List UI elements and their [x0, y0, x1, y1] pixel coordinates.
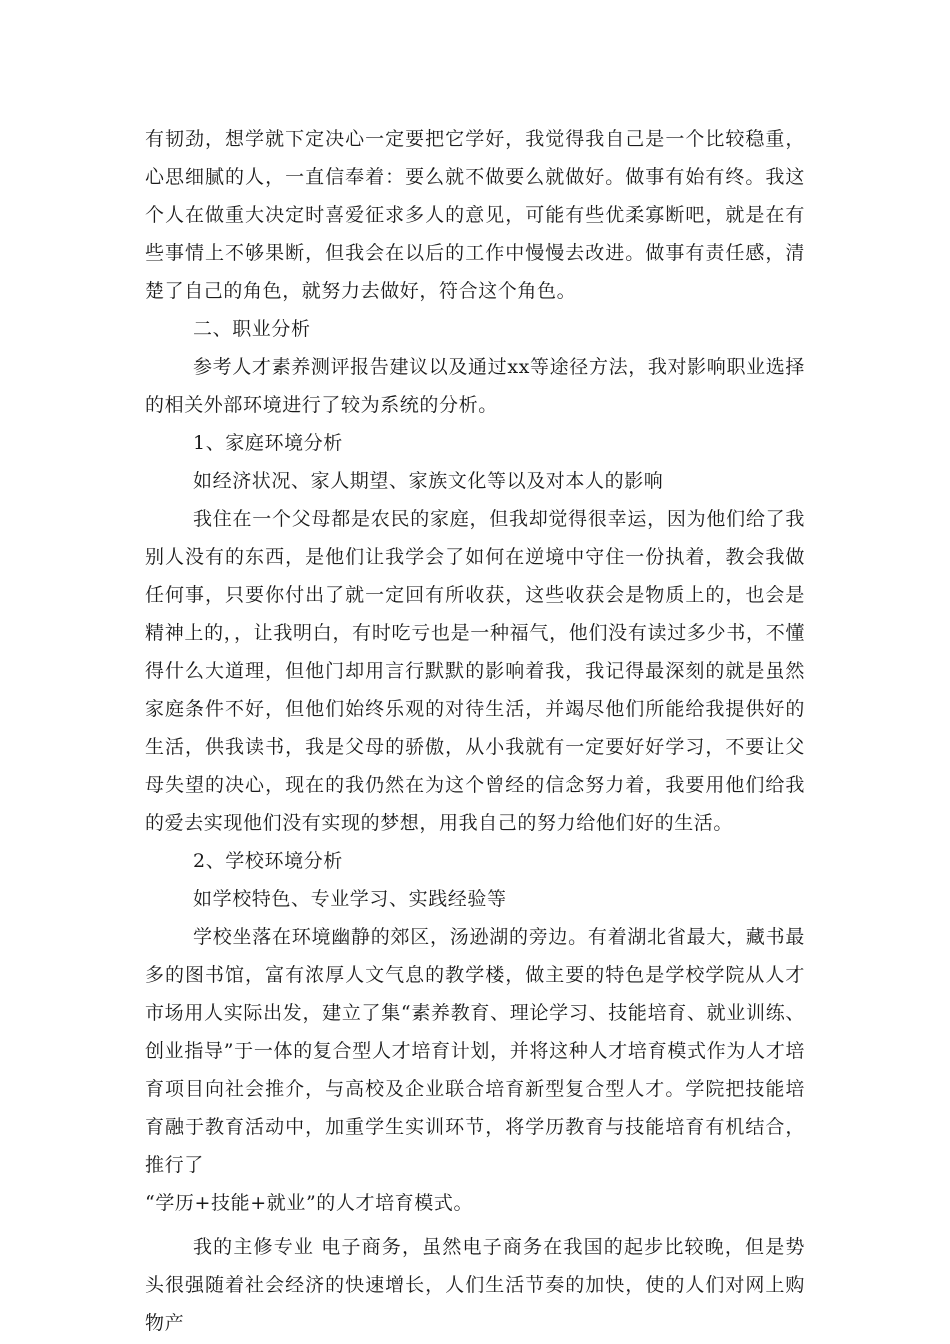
subsection-heading-family-environment: 1、家庭环境分析 — [193, 432, 343, 454]
paragraph-family-environment-prompt: 如经济状况、家人期望、家族文化等以及对本人的影响 — [193, 470, 664, 492]
paragraph-school-environment-body: 学校坐落在环境幽静的郊区，汤逊湖的旁边。有着湖北省最大，藏书最多的图书馆，富有浓厚人文气息的教学楼，做主要的特色是学校学院从人才市场用人实际出发，建立了集“素养教育、理论学习、技能培育、就业训练、创业指导”于一体的复合型人才培育计划，并将这种人才培育模式作为人才培育项目向社会推介，与高校及企业联合培育新型复合型人才。学院把技能培育融于教育活动中，加重学生实训环节，将学历教育与技能培育有机结合，推行了 — [145, 926, 805, 1176]
paragraph-school-environment-body-end: “学历+技能+就业”的人才培育模式。 — [145, 1192, 474, 1214]
paragraph-school-environment-prompt: 如学校特色、专业学习、实践经验等 — [193, 888, 507, 910]
paragraph-major-introduction: 我的主修专业 电子商务，虽然电子商务在我国的起步比较晚，但是势头很强随着社会经济的快速增长，人们生活节奏的加快，使的人们对网上购物产 — [145, 1236, 805, 1334]
paragraph-career-analysis-intro: 参考人才素养测评报告建议以及通过xx等途径方法，我对影响职业选择的相关外部环境进行了较为系统的分析。 — [145, 356, 805, 416]
subsection-heading-school-environment: 2、学校环境分析 — [193, 850, 343, 872]
paragraph-self-assessment-continued: 有韧劲，想学就下定决心一定要把它学好，我觉得我自己是一个比较稳重，心思细腻的人，一直信奉着：要么就不做要么就做好。做事有始有终。我这个人在做重大决定时喜爱征求多人的意见，可能有些优柔寡断吧，就是在有些事情上不够果断，但我会在以后的工作中慢慢去改进。做事有责任感，清楚了自己的角色，就努力去做好，符合这个角色。 — [145, 128, 805, 302]
paragraph-family-environment-body: 我住在一个父母都是农民的家庭，但我却觉得很幸运，因为他们给了我别人没有的东西，是他们让我学会了如何在逆境中守住一份执着，教会我做任何事，只要你付出了就一定回有所收获，这些收获会是物质上的，也会是精神上的，，让我明白，有时吃亏也是一种福气，他们没有读过多少书，不懂得什么大道理，但他门却用言行默默的影响着我，我记得最深刻的就是虽然家庭条件不好，但他们始终乐观的对待生活，并竭尽他们所能给我提供好的生活，供我读书，我是父母的骄傲，从小我就有一定要好好学习，不要让父母失望的决心，现在的我仍然在为这个曾经的信念努力着，我要用他们给我的爱去实现他们没有实现的梦想，用我自己的努力给他们好的生活。 — [145, 508, 805, 834]
document-body — [145, 120, 805, 1342]
section-heading-career-analysis: 二、职业分析 — [193, 318, 311, 340]
